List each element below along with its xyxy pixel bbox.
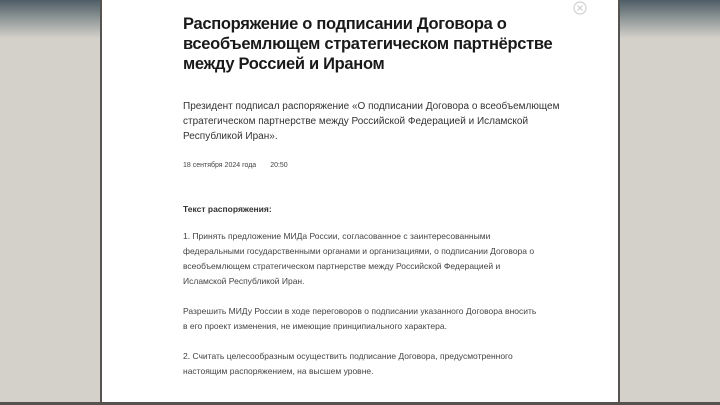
- article-lead: Президент подписал распоряжение «О подписании Договора о всеобъемлющем стратегическом партнерстве между Российской Федерацией и Исламской Республикой Иран».: [183, 101, 560, 142]
- paragraph: 1. Принять предложение МИДа России, согласованное с заинтересованными федеральными государственными органами и организациями, о подписании Договора о всеобъемлющем стратегическом партнерстве между Российской Федерацией и Исламской Республикой Иран.: [183, 231, 535, 286]
- paragraph: Разрешить МИДу России в ходе переговоров о подписании указанного Договора вносить в его проект изменения, не имеющие принципиального характера.: [183, 306, 537, 331]
- article-meta: [183, 162, 583, 169]
- article-subheading: Текст распоряжения:: [183, 204, 272, 214]
- article-time: 20:50: [270, 162, 288, 169]
- article-date: 18 сентября 2024 года: [183, 162, 257, 169]
- close-icon[interactable]: [573, 1, 587, 15]
- article-title: Распоряжение о подписании Договора о всеобъемлющем стратегическом партнёрстве между Россией и Ираном: [183, 15, 553, 73]
- document-modal: [100, 0, 620, 405]
- paragraph: 2. Считать целесообразным осуществить подписание Договора, предусмотренного настоящим распоряжением, на высшем уровне.: [183, 351, 513, 376]
- article: [183, 14, 583, 379]
